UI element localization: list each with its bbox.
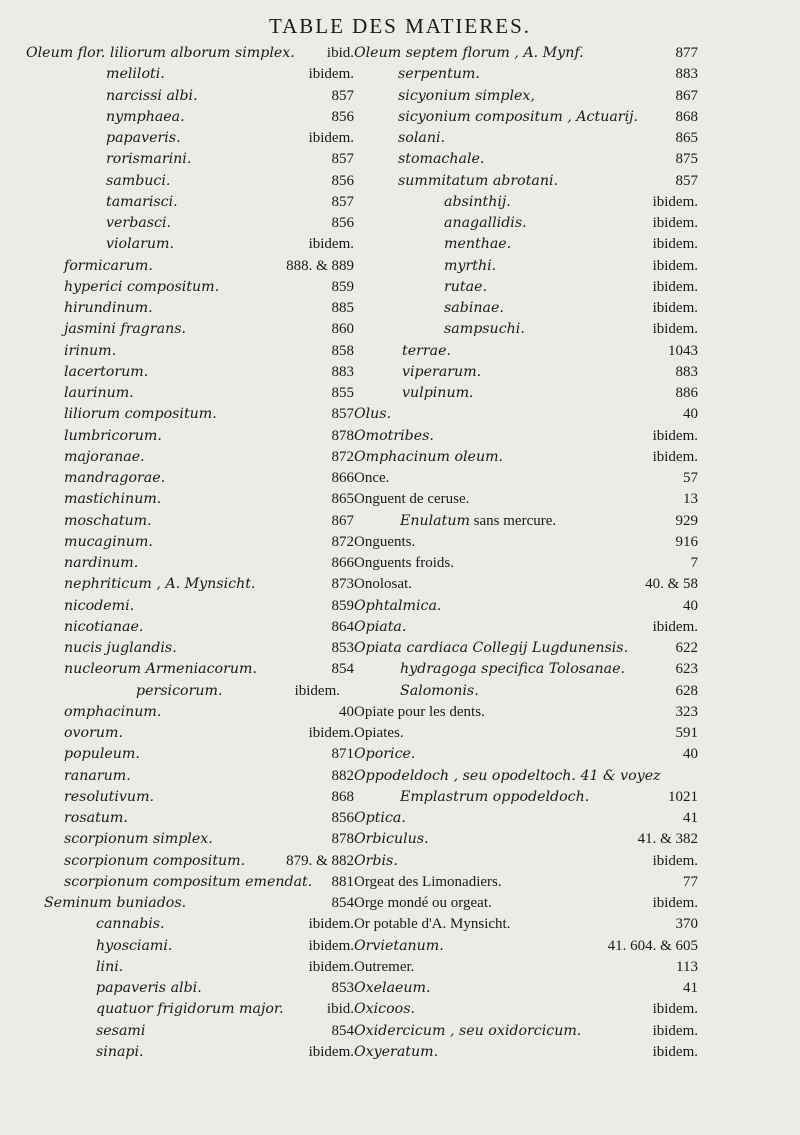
index-term: Opiates. [354, 725, 404, 741]
index-term: Or potable d'A. Mynsicht. [354, 916, 511, 933]
index-page-ref: 856 [331, 215, 354, 231]
index-page-ref: ibidem. [308, 236, 354, 253]
index-entry [26, 489, 354, 510]
index-page-ref: 40 [683, 597, 698, 614]
index-entry [26, 936, 354, 957]
index-term: Oleum flor. liliorum alborum simplex. [26, 45, 295, 61]
index-entry [354, 43, 698, 64]
index-term: lumbricorum. [64, 427, 162, 444]
page-title: TABLE DES MATIERES. [268, 14, 532, 38]
index-entry [354, 404, 698, 425]
index-entry [354, 596, 698, 617]
index-page-ref: 873 [331, 576, 354, 593]
index-entry [26, 171, 354, 192]
index-entry [26, 383, 354, 404]
index-term: absinthij. [444, 193, 511, 210]
index-term [400, 511, 556, 532]
index-term: sicyonium simplex, [398, 87, 535, 104]
index-entry [354, 1042, 698, 1063]
index-entry [354, 64, 698, 85]
index-term: Omotribes. [354, 427, 434, 444]
index-term: myrthi. [444, 257, 497, 274]
index-page-ref: ibidem. [308, 66, 354, 83]
index-page-ref: ibidem. [652, 448, 698, 465]
index-entry [354, 468, 698, 489]
index-term: nephriticum , A. Mynsicht. [64, 576, 256, 593]
index-term: tamarisci. [106, 193, 178, 210]
index-term: Onguents froids. [354, 555, 454, 571]
index-term: meliloti. [106, 66, 165, 83]
index-page-ref: ibidem. [652, 321, 698, 338]
index-page-ref: 1043 [668, 342, 698, 359]
index-entry [26, 277, 354, 298]
index-entry [26, 702, 354, 723]
index-term: Orvietanum. [354, 937, 444, 954]
index-page-ref: 857 [331, 406, 354, 423]
index-term: nicodemi. [64, 597, 135, 614]
index-entry [26, 86, 354, 107]
index-page-ref: 628 [675, 682, 698, 699]
index-term: rutae. [444, 278, 487, 295]
index-entry [26, 808, 354, 829]
index-term: moschatum. [64, 512, 152, 529]
index-term: Oxyeratum. [354, 1043, 439, 1060]
index-term: lacertorum. [64, 363, 149, 380]
index-term: sambuci. [106, 172, 171, 189]
index-page-ref: 877 [675, 45, 698, 61]
index-page-ref: 622 [675, 640, 698, 656]
index-page-ref: 1021 [668, 788, 698, 805]
index-page-ref: 57 [683, 470, 698, 486]
index-entry [26, 999, 354, 1020]
index-term: Orbis. [354, 852, 398, 869]
index-page-ref: ibidem. [652, 215, 698, 231]
index-entry [26, 787, 354, 808]
index-term: Onguent de ceruse. [354, 491, 470, 508]
index-term: majoranae. [64, 448, 145, 465]
index-entry [26, 766, 354, 787]
index-term: solani. [398, 130, 446, 146]
index-entry [354, 936, 698, 957]
index-term: sinapi. [96, 1043, 144, 1060]
index-term: Orbiculus. [354, 831, 429, 848]
index-page-ref: 323 [675, 703, 698, 720]
index-page-ref: 856 [331, 108, 354, 125]
index-entry [26, 872, 354, 893]
index-page-ref: ibidem. [652, 852, 698, 869]
index-entry [26, 256, 354, 277]
index-entry [354, 638, 698, 659]
index-term: hyperici compositum. [64, 278, 220, 295]
index-term: nucis juglandis. [64, 640, 177, 656]
index-entry [26, 192, 354, 213]
index-entry [26, 64, 354, 85]
index-term: liliorum compositum. [64, 406, 217, 423]
index-page-ref: ibidem. [308, 1043, 354, 1060]
index-page-ref: 888. & 889 [286, 257, 354, 274]
index-entry [26, 638, 354, 659]
index-entry [354, 341, 698, 362]
index-entry [26, 128, 354, 149]
index-entry [26, 404, 354, 425]
index-page-ref: 7 [690, 555, 698, 571]
index-entry [354, 213, 698, 234]
index-entry [26, 319, 354, 340]
index-page-ref: 40. & 58 [645, 576, 698, 593]
index-entry [354, 829, 698, 850]
index-entry [354, 787, 698, 808]
index-entry [26, 596, 354, 617]
index-page-ref: 883 [675, 363, 698, 380]
index-term: Oporice. [354, 746, 416, 763]
index-page-ref: 41. & 382 [637, 831, 698, 848]
index-term-italic-part: Enulatum [400, 512, 470, 529]
index-entry [354, 659, 698, 680]
index-entry [354, 319, 698, 340]
index-term: sicyonium compositum , Actuarij. [398, 108, 639, 125]
index-page-ref: ibidem. [652, 895, 698, 911]
index-term-roman-part: sans mercure. [469, 512, 557, 529]
index-page-ref: ibidem. [652, 300, 698, 316]
index-entry [354, 86, 698, 107]
index-term: Onguents. [354, 533, 416, 550]
index-entry [26, 426, 354, 447]
index-page-ref: 857 [675, 172, 698, 189]
index-page-ref: 875 [675, 151, 698, 168]
index-term: Opiata. [354, 618, 407, 635]
index-entry [26, 341, 354, 362]
index-term: resolutivum. [64, 788, 155, 805]
index-term: viperarum. [402, 363, 482, 380]
index-entry [354, 383, 698, 404]
index-term: Once. [354, 470, 390, 486]
index-term: Olus. [354, 406, 392, 423]
index-term: Optica. [354, 810, 406, 826]
index-entry [354, 999, 698, 1020]
index-term: nymphaea. [106, 108, 185, 125]
index-page-ref: 878 [331, 831, 354, 848]
index-entry [354, 532, 698, 553]
index-page-ref: 40 [339, 703, 354, 720]
index-page-ref: 865 [331, 491, 354, 508]
index-term: narcissi albi. [106, 87, 198, 104]
index-page-ref: 872 [331, 448, 354, 465]
index-term: Emplastrum oppodeldoch. [400, 788, 590, 805]
index-page-ref: 860 [331, 321, 354, 338]
index-page-ref: 886 [675, 385, 698, 401]
index-page-ref: ibidem. [652, 1043, 698, 1060]
index-entry [354, 426, 698, 447]
index-entry [26, 957, 354, 978]
index-page-ref: 864 [331, 618, 354, 635]
index-page-ref: ibid. [326, 1001, 354, 1018]
index-entry [354, 489, 698, 510]
index-page-ref: 866 [331, 555, 354, 571]
index-term: violarum. [106, 236, 174, 253]
index-entry [354, 851, 698, 872]
index-page-ref: 113 [676, 958, 698, 975]
index-entry [354, 808, 698, 829]
index-page-ref: 859 [331, 597, 354, 614]
index-entry [26, 681, 354, 702]
index-page-ref: 623 [675, 661, 698, 678]
index-page-ref: ibidem. [652, 1022, 698, 1039]
index-page-ref: 370 [675, 916, 698, 933]
index-term: Opiata cardiaca Collegij Lugdunensis. [354, 640, 629, 656]
index-entry [26, 851, 354, 872]
index-page-ref: 916 [675, 533, 698, 550]
index-term: papaveris. [106, 130, 181, 146]
index-entry [26, 1021, 354, 1042]
index-entry [26, 107, 354, 128]
index-entry [354, 447, 698, 468]
index-term: Oppodeldoch , seu opodeltoch. 41 & voyez [354, 767, 661, 784]
index-page-ref: ibidem. [652, 618, 698, 635]
index-page-ref: ibidem. [308, 937, 354, 954]
index-term: nicotianae. [64, 618, 144, 635]
index-page-ref: 883 [331, 363, 354, 380]
index-entry [354, 149, 698, 170]
index-entry [354, 744, 698, 765]
index-term: nardinum. [64, 555, 139, 571]
index-entry [26, 723, 354, 744]
index-entry [354, 914, 698, 935]
index-page-ref: 866 [331, 470, 354, 486]
index-page-ref: 854 [331, 895, 354, 911]
index-page-ref: ibid. [326, 45, 354, 61]
index-page-ref: 853 [331, 980, 354, 996]
index-page-ref: ibidem. [308, 130, 354, 146]
index-term: anagallidis. [444, 215, 527, 231]
index-term: Orge mondé ou orgeat. [354, 895, 492, 911]
index-entry [354, 128, 698, 149]
index-term: ranarum. [64, 767, 131, 784]
index-page-ref: 881 [331, 873, 354, 890]
index-term: Oleum septem florum , A. Mynf. [354, 45, 584, 61]
index-entry [26, 43, 354, 64]
index-entry [354, 256, 698, 277]
index-term: sesami [96, 1022, 146, 1039]
index-page-ref: 878 [331, 427, 354, 444]
index-term: formicarum. [64, 257, 153, 274]
index-entry [26, 362, 354, 383]
index-term: hyosciami. [96, 937, 173, 954]
index-term: mucaginum. [64, 533, 153, 550]
index-term: Oxelaeum. [354, 980, 431, 996]
index-entry [354, 893, 698, 914]
index-entry [26, 617, 354, 638]
index-page-ref: 868 [331, 788, 354, 805]
index-page-ref: ibidem. [308, 958, 354, 975]
index-page-ref: 859 [331, 278, 354, 295]
index-entry [26, 511, 354, 532]
index-term: Seminum buniados. [44, 895, 187, 911]
index-entry [354, 872, 698, 893]
index-entry [354, 978, 698, 999]
index-term: rosatum. [64, 810, 128, 826]
index-term: verbasci. [106, 215, 172, 231]
index-page-ref: 853 [331, 640, 354, 656]
index-page-ref: 857 [331, 87, 354, 104]
index-entry [26, 553, 354, 574]
index-page-ref: ibidem. [294, 682, 340, 699]
index-page-ref: 883 [675, 66, 698, 83]
index-page-ref: 867 [331, 512, 354, 529]
index-entry [354, 1021, 698, 1042]
index-page-ref: 868 [675, 108, 698, 125]
index-page-ref: 865 [675, 130, 698, 146]
index-term: vulpinum. [402, 385, 474, 401]
index-entry [26, 659, 354, 680]
index-entry [354, 298, 698, 319]
index-entry [354, 702, 698, 723]
index-entry [354, 617, 698, 638]
index-term: Omphacinum oleum. [354, 448, 504, 465]
index-entry [26, 744, 354, 765]
index-page-ref: 856 [331, 172, 354, 189]
index-term: mandragorae. [64, 470, 166, 486]
index-term: papaveris albi. [96, 980, 202, 996]
index-page-ref: 867 [675, 87, 698, 104]
index-term: persicorum. [136, 682, 223, 699]
index-entry [354, 574, 698, 595]
index-term: sampsuchi. [444, 321, 525, 338]
index-entry [354, 553, 698, 574]
index-page-ref: 591 [675, 725, 698, 741]
index-page-ref: 13 [683, 491, 698, 508]
right-column [354, 43, 698, 1063]
index-term: scorpionum simplex. [64, 831, 213, 848]
index-entry [354, 192, 698, 213]
index-entry [354, 171, 698, 192]
index-page-ref: 879. & 882 [286, 852, 354, 869]
index-page-ref: 858 [331, 342, 354, 359]
index-page-ref: 854 [331, 1022, 354, 1039]
index-term: Oxicoos. [354, 1001, 415, 1018]
index-page-ref: 929 [675, 512, 698, 529]
index-page-ref: 854 [331, 661, 354, 678]
index-term: scorpionum compositum emendat. [64, 873, 313, 890]
index-term: scorpionum compositum. [64, 852, 246, 869]
index-entry [354, 723, 698, 744]
index-entry [26, 893, 354, 914]
index-entry [354, 277, 698, 298]
index-entry [354, 511, 698, 532]
index-term: nucleorum Armeniacorum. [64, 661, 257, 678]
index-page-ref: 856 [331, 810, 354, 826]
index-term: cannabis. [96, 916, 165, 933]
index-page-ref: 882 [331, 767, 354, 784]
index-term: Salomonis. [400, 682, 479, 699]
index-term: ovorum. [64, 725, 123, 741]
index-term: Oxidercicum , seu oxidorcicum. [354, 1022, 582, 1039]
index-entry [26, 234, 354, 255]
index-page-ref: 857 [331, 151, 354, 168]
index-term: omphacinum. [64, 703, 162, 720]
index-term: hirundinum. [64, 300, 153, 316]
index-page-ref: ibidem. [652, 236, 698, 253]
index-entry [26, 914, 354, 935]
index-page-ref: ibidem. [308, 916, 354, 933]
index-page-ref: 77 [683, 873, 698, 890]
index-term: laurinum. [64, 385, 134, 401]
index-page-ref: 855 [331, 385, 354, 401]
left-column [26, 43, 354, 1063]
index-page-ref: 857 [331, 193, 354, 210]
index-page-ref: 41 [683, 980, 698, 996]
index-term: stomachale. [398, 151, 485, 168]
index-entry [26, 532, 354, 553]
index-page-ref: 40 [683, 406, 698, 423]
index-term: irinum. [64, 342, 117, 359]
index-entry [354, 107, 698, 128]
index-term: menthae. [444, 236, 512, 253]
index-page-ref: 885 [331, 300, 354, 316]
index-term: hydragoga specifica Tolosanae. [400, 661, 625, 678]
index-entry [354, 766, 698, 787]
index-entry [26, 213, 354, 234]
index-page-ref: ibidem. [652, 257, 698, 274]
index-entry [26, 574, 354, 595]
index-page-ref: 41 [683, 810, 698, 826]
index-entry [26, 1042, 354, 1063]
index-term: rorismarini. [106, 151, 192, 168]
index-page-ref: ibidem. [652, 427, 698, 444]
index-term: serpentum. [398, 66, 480, 83]
index-page-ref: ibidem. [652, 1001, 698, 1018]
index-term: Onolosat. [354, 576, 412, 593]
index-term: terrae. [402, 342, 452, 359]
index-entry [26, 978, 354, 999]
index-entry [26, 829, 354, 850]
index-page-ref: ibidem. [308, 725, 354, 741]
index-entry [26, 149, 354, 170]
index-entry [26, 468, 354, 489]
index-term: Outremer. [354, 958, 415, 975]
index-page-ref: ibidem. [652, 278, 698, 295]
index-page-ref: 40 [683, 746, 698, 763]
index-term: Ophtalmica. [354, 597, 442, 614]
index-term: Orgeat des Limonadiers. [354, 873, 502, 890]
index-term: summitatum abrotani. [398, 172, 559, 189]
index-page-ref: 872 [331, 533, 354, 550]
index-entry [26, 447, 354, 468]
index-entry [354, 362, 698, 383]
index-page-ref: 871 [331, 746, 354, 763]
index-page-ref: ibidem. [652, 193, 698, 210]
index-term: lini. [96, 958, 124, 975]
index-term: populeum. [64, 746, 140, 763]
index-page-ref: 41. 604. & 605 [607, 937, 698, 954]
index-entry [354, 234, 698, 255]
index-entry [354, 957, 698, 978]
index-entry [354, 681, 698, 702]
index-term: quatuor frigidorum major. [96, 1001, 284, 1018]
index-term: Opiate pour les dents. [354, 703, 485, 720]
index-entry [26, 298, 354, 319]
index-term: mastichinum. [64, 491, 162, 508]
index-term: sabinae. [444, 300, 504, 316]
index-term: jasmini fragrans. [64, 321, 187, 338]
